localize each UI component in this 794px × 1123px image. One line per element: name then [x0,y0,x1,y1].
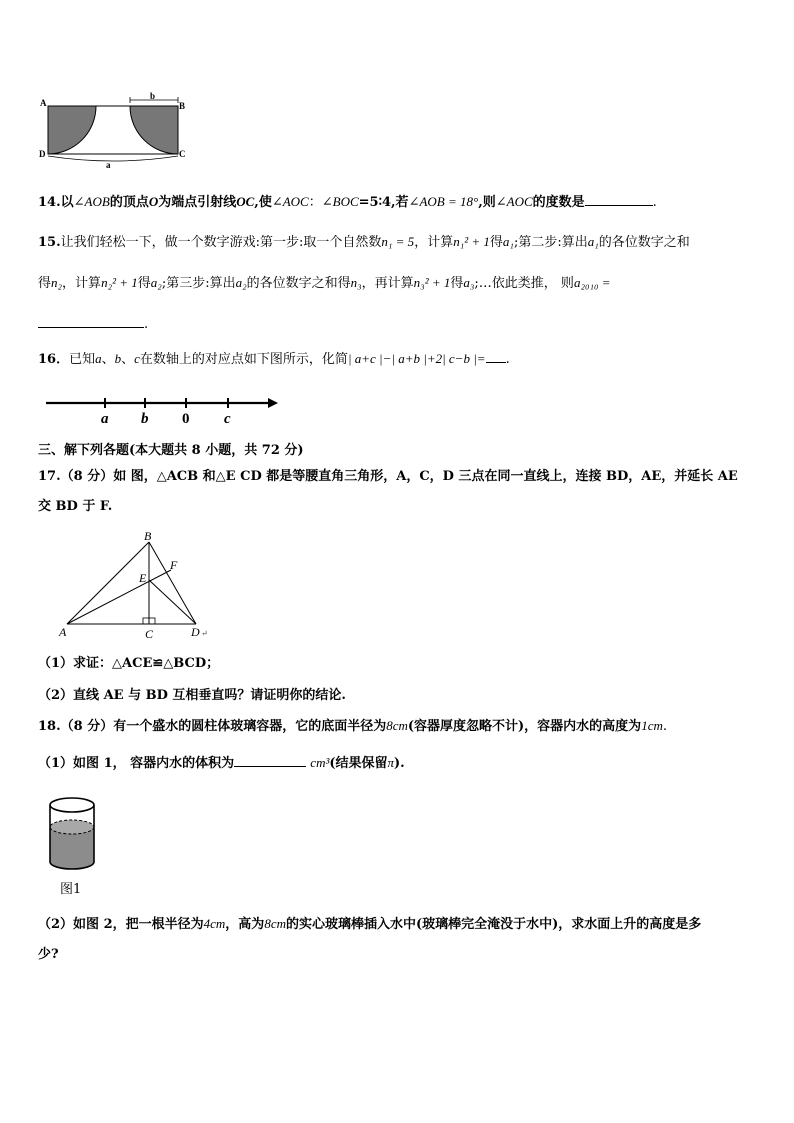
question-17-line-1: 17.（8 分）如 图，△ACB 和△E CD 都是等腰直角三角形，A，C，D 三点在同一直线上，连接 BD，AE，并延长 AE [38,469,738,484]
label-a: a [106,160,111,170]
section-3-heading: 三、解下列各题(本大题共 8 小题，共 72 分) [38,443,304,458]
question-18-sub-2-line-1: （2）如图 2，把一根半径为4cm，高为8cm的实心玻璃棒插入水中(玻璃棒完全淹没于水中)，求水面上升的高度是多 [38,916,702,932]
question-17-sub-2: （2）直线 AE 与 BD 互相垂直吗？请证明你的结论. [38,688,346,703]
question-14: 14.以∠AOB的顶点O为端点引射线OC,使∠AOC：∠BOC=5∶4,若∠AOB = 18°,则∠AOC的度数是 . [38,191,657,213]
fig17-label-D: D [191,625,200,639]
q15-answer-blank[interactable] [38,313,144,328]
question-18-line-1: 18.（8 分）有一个盛水的圆柱体玻璃容器，它的底面半径为8cm(容器厚度忽略不计)，容器内水的高度为1cm. [38,718,667,734]
q14-answer-blank[interactable] [585,191,653,206]
label-A: A [40,98,47,108]
fig17-label-C: C [145,627,154,641]
question-18-sub-2-line-2: 少? [38,947,59,962]
fig17-label-A: A [59,625,67,639]
numline-label-a: a [101,411,109,427]
q18-answer-blank[interactable] [234,752,306,767]
question-18-sub-1: （1）如图 1， 容器内水的体积为 cm³(结果保留π). [38,752,405,774]
q14-number: 14. [38,195,61,210]
cylinder-figure [44,794,100,874]
fig17-label-B: B [144,529,152,543]
numline-label-zero: 0 [182,411,190,427]
question-16: 16．已知a、b、c在数轴上的对应点如下图所示，化简| a+c |−| a+b |+2| c−b |= . [38,348,510,370]
question-17-line-2: 交 BD 于 F. [38,499,113,514]
q15-number: 15. [38,235,61,250]
figure-1-label: 图1 [60,882,82,897]
fig17-label-E: E [139,571,147,585]
question-15-line-3: . [38,313,148,335]
q18-number: 18. [38,719,61,734]
label-b: b [150,91,156,101]
label-B: B [179,101,186,111]
q16-number: 16． [38,352,70,367]
q16-answer-blank[interactable] [486,348,506,363]
numline-label-b: b [141,411,149,427]
numline-label-c: c [224,411,231,427]
question-15-line-2: 得n₂，计算n₂² + 1得a₂;第三步:算出a₂的各位数字之和得n₃，再计算n₃² + 1得a₃;…依此类推， 则a₂₀₁₀ = [38,275,611,291]
question-17-sub-1: （1）求证：△ACE≌△BCD； [38,656,220,671]
return-mark-icon: ↵ [201,629,208,638]
fig17-label-F: F [170,558,178,572]
label-C: C [179,149,186,159]
question-15-line-1: 15.让我们轻松一下，做一个数字游戏:第一步:取一个自然数n₁ = 5，计算n₁² + 1得a₁;第二步:算出a₁的各位数字之和 [38,234,690,250]
label-D: D [39,149,46,159]
number-line [40,390,285,430]
triangle-figure [56,526,216,646]
q17-number: 17. [38,469,61,484]
rectangle-figure [34,88,194,170]
